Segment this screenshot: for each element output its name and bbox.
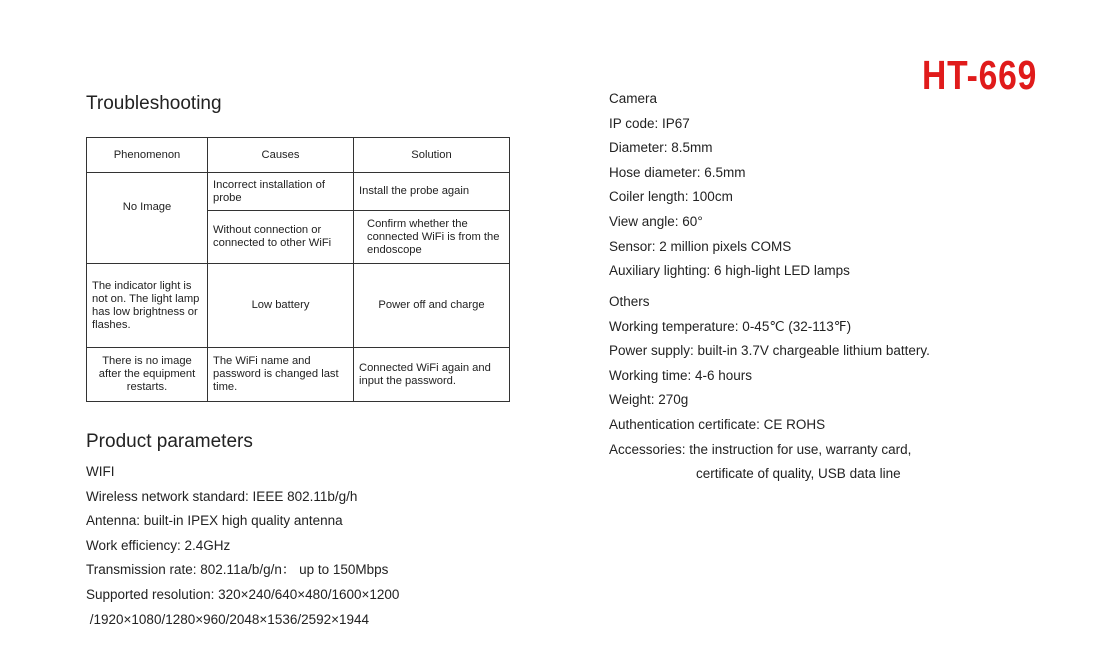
spec-line: View angle: 60°: [609, 213, 703, 229]
cause-cell: Low battery: [208, 264, 354, 348]
spec-line: Coiler length: 100cm: [609, 189, 733, 205]
camera-heading: Camera: [609, 91, 658, 106]
others-heading: Others: [609, 294, 650, 309]
spec-line: Antenna: built-in IPEX high quality antenna: [86, 513, 343, 529]
column-header-solution: Solution: [354, 138, 510, 173]
spec-line: Weight: 270g: [609, 392, 689, 408]
spec-line: Wireless network standard: IEEE 802.11b/g/h: [86, 488, 358, 504]
model-title: HT-669: [922, 52, 1038, 98]
spec-line: /1920×1080/1280×960/2048×1536/2592×1944: [86, 611, 370, 627]
troubleshooting-heading: Troubleshooting: [86, 93, 222, 114]
spec-line: Transmission rate: 802.11a/b/g/n： up to 150Mbps: [86, 562, 389, 578]
table-row: [87, 348, 510, 402]
spec-line: Power supply: built-in 3.7V chargeable lithium battery.: [609, 343, 930, 359]
phenomenon-cell: There is no image after the equipment restarts.: [87, 348, 208, 402]
column-header-phenomenon: Phenomenon: [87, 138, 208, 173]
solution-cell: Power off and charge: [354, 264, 510, 348]
product-parameters-heading: Product parameters: [86, 431, 253, 452]
spec-line: Supported resolution: 320×240/640×480/1600×1200: [86, 586, 400, 602]
column-header-causes: Causes: [208, 138, 354, 173]
phenomenon-cell: The indicator light is not on. The light lamp has low brightness or flashes.: [87, 264, 208, 348]
cause-cell: Without connection or connected to other WiFi: [208, 211, 354, 264]
wifi-heading: WIFI: [86, 464, 115, 479]
spec-line: Work efficiency: 2.4GHz: [86, 537, 231, 553]
spec-line: Accessories: the instruction for use, warranty card,: [609, 441, 912, 457]
spec-line: certificate of quality, USB data line: [696, 466, 901, 482]
spec-line: Authentication certificate: CE ROHS: [609, 416, 826, 432]
solution-cell: Connected WiFi again and input the password.: [354, 348, 510, 402]
phenomenon-cell: No Image: [87, 173, 208, 264]
spec-line: Working temperature: 0-45℃ (32-113℉): [609, 318, 852, 334]
spec-line: Hose diameter: 6.5mm: [609, 164, 746, 180]
solution-cell: Install the probe again: [354, 173, 510, 211]
spec-line: IP code: IP67: [609, 115, 690, 131]
cause-cell: The WiFi name and password is changed last time.: [208, 348, 354, 402]
solution-cell: Confirm whether the connected WiFi is from the endoscope: [354, 211, 510, 264]
spec-line: Diameter: 8.5mm: [609, 140, 713, 156]
spec-line: Working time: 4-6 hours: [609, 367, 753, 383]
spec-line: Sensor: 2 million pixels COMS: [609, 238, 792, 254]
others-section: [609, 290, 930, 487]
cause-cell: Incorrect installation of probe: [208, 173, 354, 211]
wifi-section: [86, 460, 399, 632]
table-row: [87, 173, 510, 211]
table-header-row: [87, 138, 510, 173]
table-row: [87, 264, 510, 348]
spec-line: Auxiliary lighting: 6 high-light LED lamps: [609, 263, 850, 279]
troubleshooting-table: [86, 137, 510, 402]
camera-section: [609, 87, 850, 284]
